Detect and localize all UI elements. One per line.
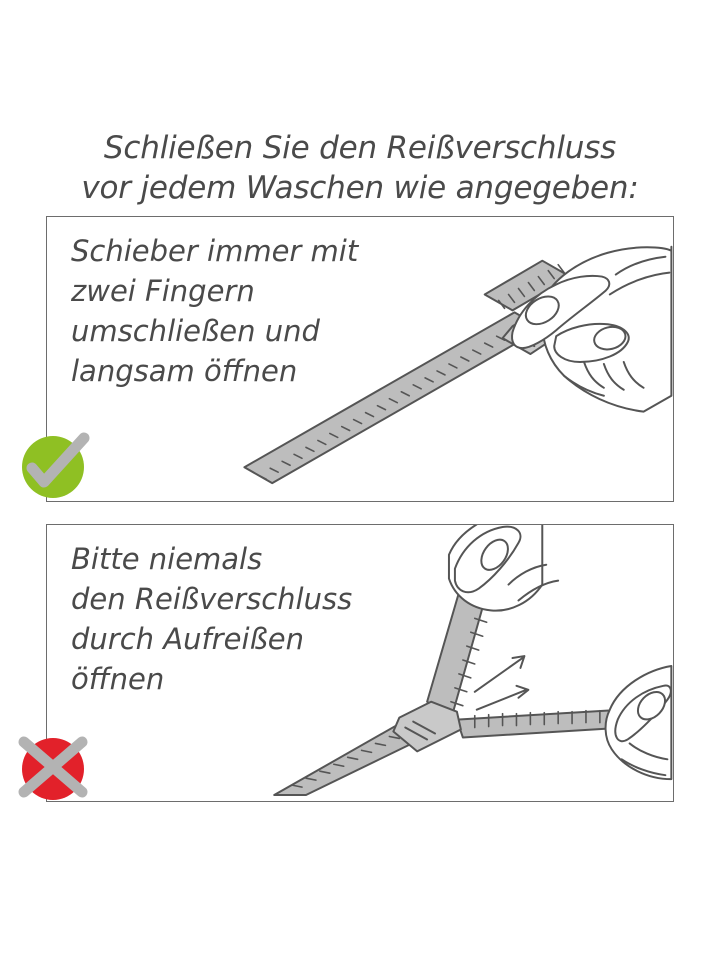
check-mark-icon [8,422,98,512]
hand-right-illustration [606,666,672,779]
panel-correct-text [71,231,358,391]
page-title [0,128,720,208]
hand-top-illustration [449,525,558,611]
panel-incorrect-line-4: öffnen [71,662,165,696]
panel-incorrect-line-2: den Reißverschluss [71,582,353,616]
panel-correct-line-3: umschließen und [71,314,320,348]
status-badge-correct [22,436,84,498]
direction-arrows [475,656,529,710]
cross-mark-icon [8,724,98,814]
panel-incorrect-line-3: durch Aufreißen [71,622,304,656]
status-badge-incorrect [22,738,84,800]
panel-incorrect-line-1: Bitte niemals [71,542,263,576]
instruction-panel-correct [46,216,674,502]
panel-correct-line-1: Schieber immer mit [71,234,359,268]
panel-correct-line-2: zwei Fingern [71,274,255,308]
page-title-line-2: vor jedem Waschen wie angegeben: [81,170,639,206]
panel-incorrect-text [71,539,352,699]
zipper-teeth-closed-lower [292,730,413,788]
instruction-panel-incorrect [46,524,674,802]
page-title-line-1: Schließen Sie den Reißverschluss [103,130,617,166]
panel-correct-line-4: langsam öffnen [71,354,298,388]
